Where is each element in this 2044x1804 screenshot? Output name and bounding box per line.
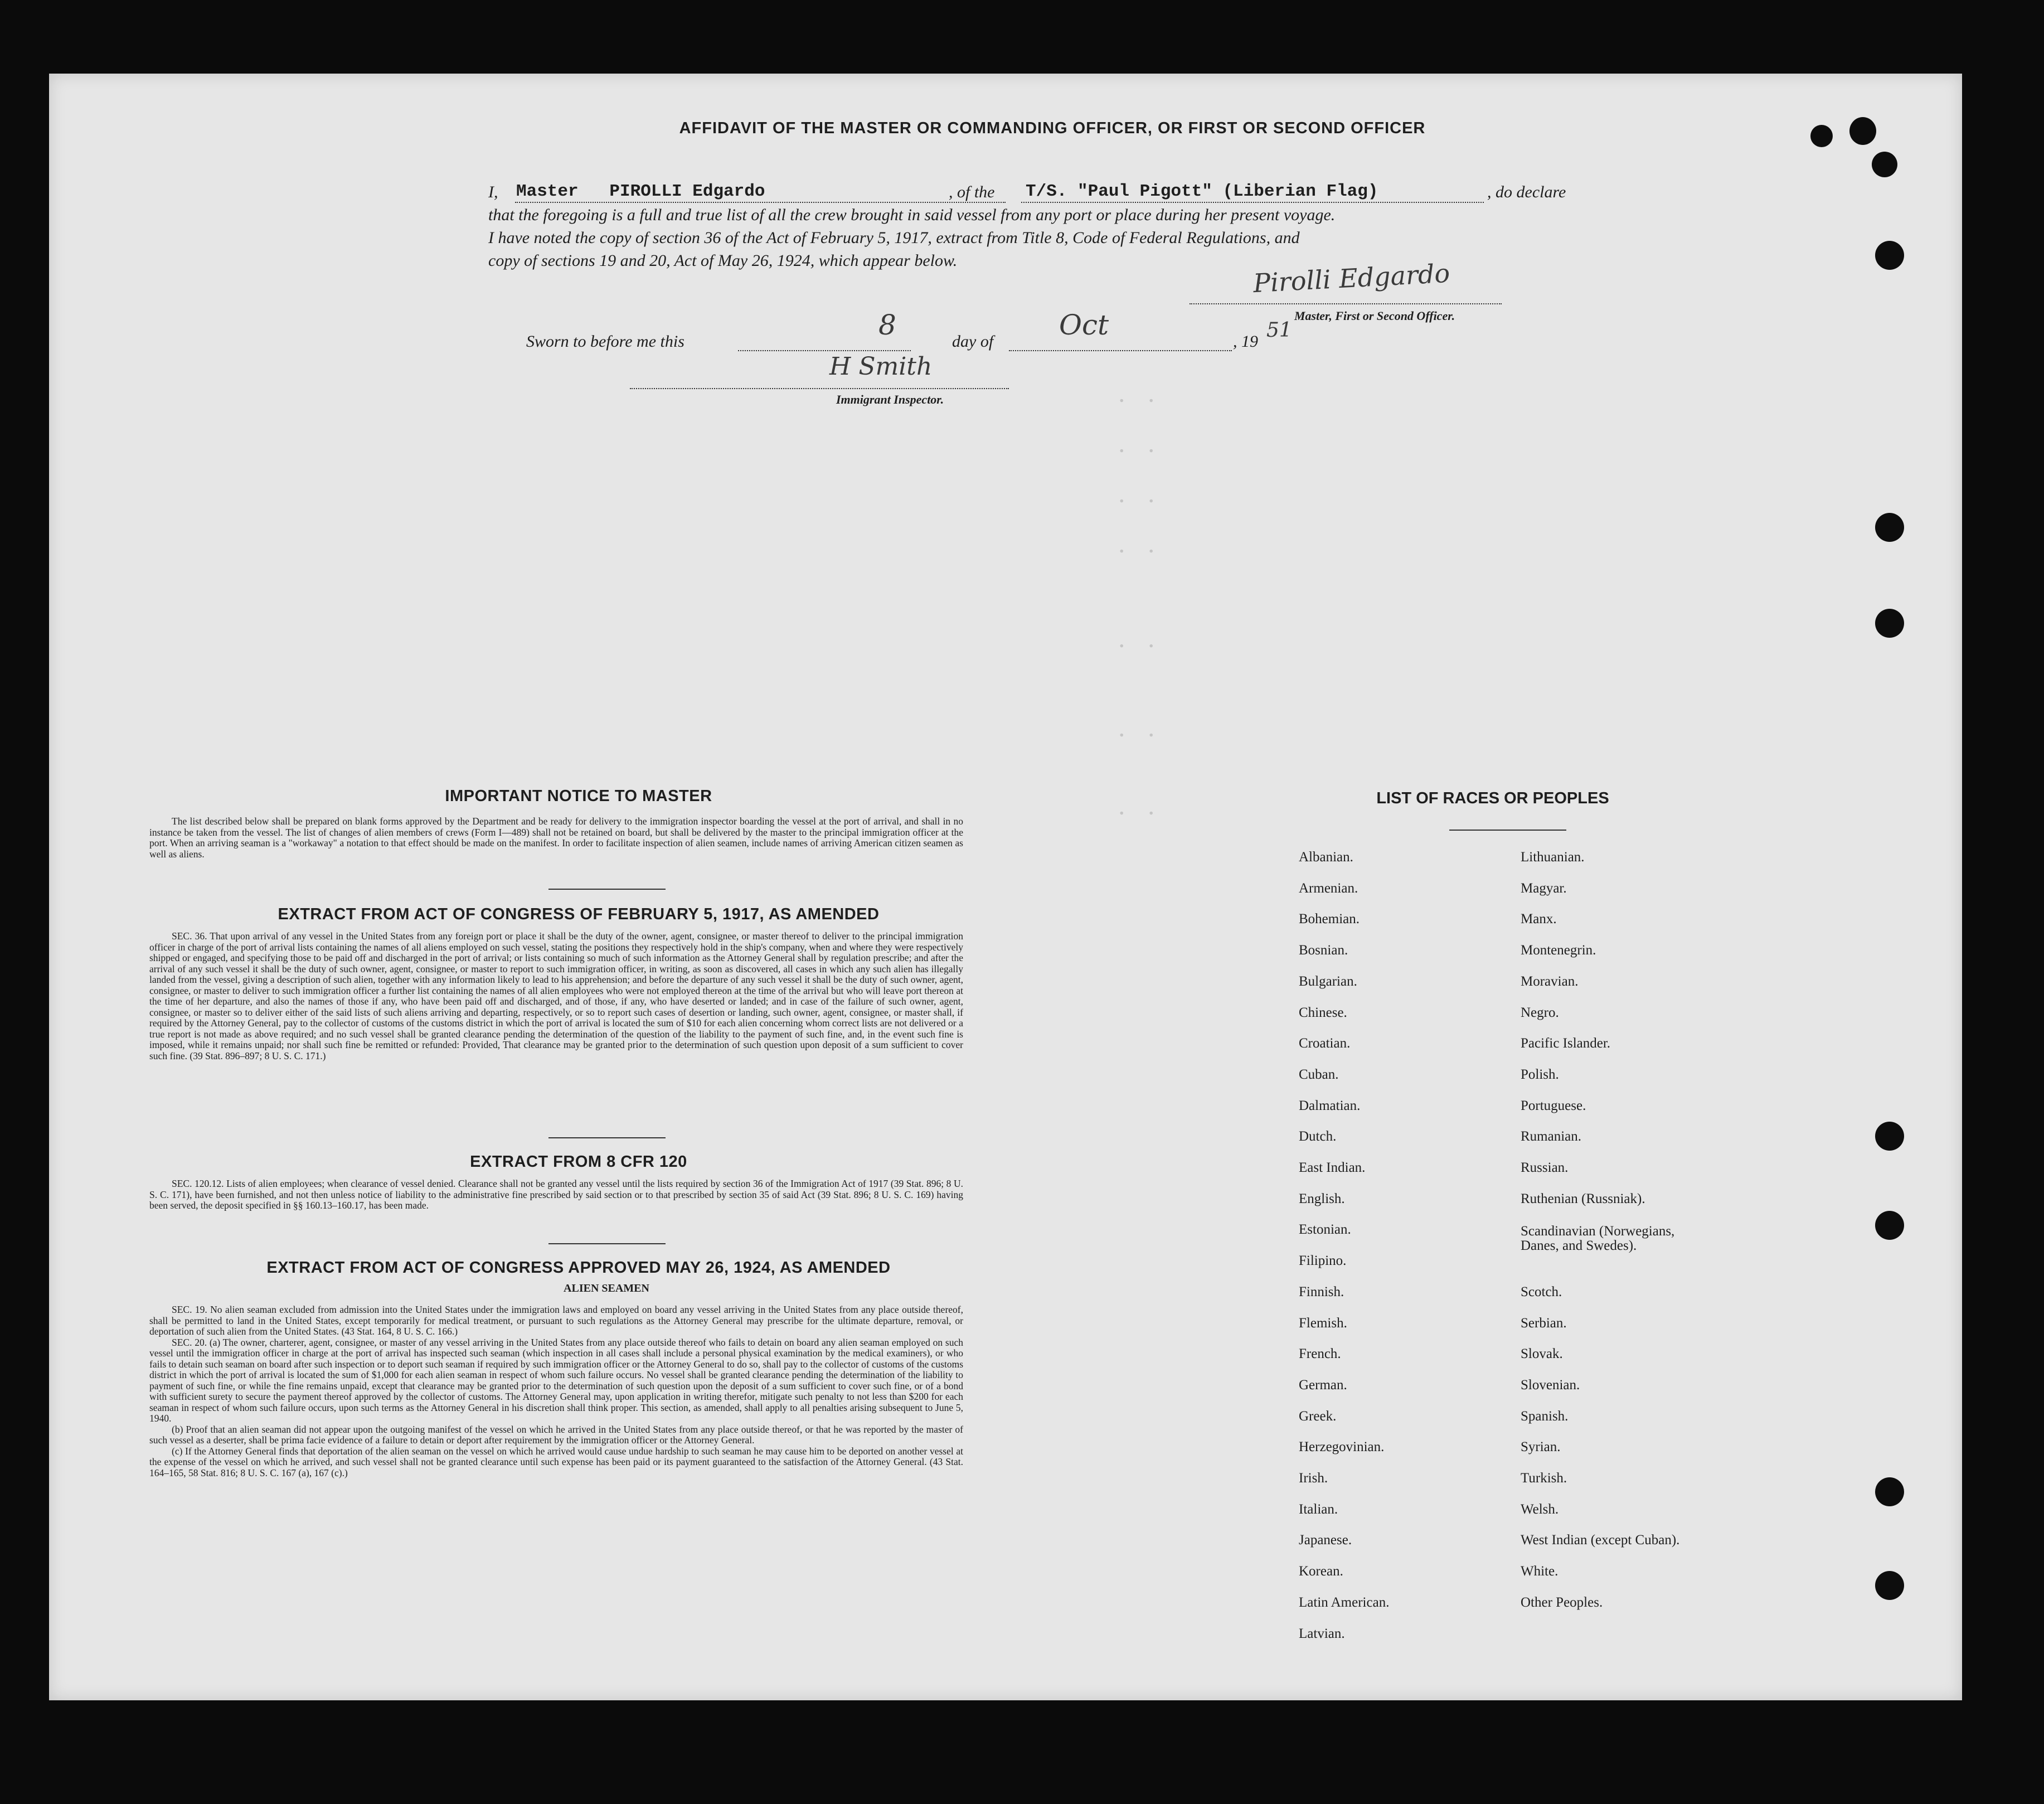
- race-item: Polish.: [1521, 1066, 1559, 1082]
- day-line: [738, 350, 911, 351]
- race-item: English.: [1299, 1191, 1345, 1206]
- race-item: Pacific Islander.: [1521, 1036, 1611, 1051]
- of-the-label: , of the: [949, 183, 995, 201]
- extract-1917-text: SEC. 36. That upon arrival of any vessel in the United States from any foreign port or place it shall be the duty of the owner, agent, consignee, or master thereof to deliver to the principal immigration officer in charge of the port of arrival lists containing the names of all aliens employed on such vessel, stating the positions they respectively hold in the ship's company, when and where they were respectively shipped or engaged, and specifying those to be paid off and discharged in the port of arrival; or lists containing so much of such information as the Attorney General shall by regulation prescribe; and after the arrival of any such vessel it shall be the duty of such owner, agent, consignee, or master to report to such immigration officer, in writing, as soon as discovered, all cases in which any such alien has illegally landed from the vessel, giving a description of such alien, together with any information likely to lead to his apprehension; and before the departure of any such vessel it shall be the duty of such owner, agent, consignee, or master to deliver to such immigration officer a further list containing the names of all alien employees who were not employed thereon at the time of the arrival but who will leave port thereon at the time of her departure, and also the names of those if any, who have been paid off and discharged, and of those, if any, who have deserted or landed; and in case of the failure of such owner, agent, consignee, or master so to deliver either of the said lists of such aliens arriving and departing, respectively, or so to report such cases of desertion or landing, such owner, agent, consignee, or master shall, if required by the Attorney General, pay to the collector of customs of the customs district in which the port of arrival is located the sum of $10 for each alien concerning whom correct lists are not delivered or a true report is not made as above required; and no such vessel shall be granted clearance pending the determination of the question of the liability to the payment of such fine, and, in the event such fine is imposed, while it remains unpaid; nor shall such fine be remitted or refunded: Provided, That clearance may be granted prior to the determination of such question upon deposit of a sum sufficient to cover such fine. (39 Stat. 896–897; 8 U. S. C. 171.): [149, 930, 963, 1061]
- race-item: Scandinavian (Norwegians, Danes, and Swedes).: [1521, 1224, 1675, 1254]
- race-item: Negro.: [1521, 1005, 1559, 1020]
- race-item: Estonian.: [1299, 1222, 1351, 1238]
- race-item: Italian.: [1299, 1501, 1338, 1517]
- bleed-through-mark: . .: [1119, 486, 1164, 507]
- hole-icon: [1875, 513, 1904, 542]
- hole-icon: [1875, 609, 1904, 638]
- sec-20b-paragraph: (b) Proof that an alien seaman did not appear upon the outgoing manifest of the vessel on which he arrived in the United States from any place outside thereof, or that he was reported by the master of such vessel as a deserter, shall be prima facie evidence of a failure to detain or deport after requirement by the immigration officer or the Attorney General.: [149, 1423, 963, 1446]
- race-item: Greek.: [1299, 1408, 1337, 1424]
- divider: [548, 1137, 666, 1138]
- hole-icon: [1872, 152, 1897, 177]
- race-item: Magyar.: [1521, 880, 1567, 896]
- race-item: Montenegrin.: [1521, 943, 1596, 958]
- inspector-signature: H Smith: [829, 352, 933, 381]
- hole-icon: [1875, 1477, 1904, 1506]
- race-item: Irish.: [1299, 1471, 1328, 1486]
- race-item: Chinese.: [1299, 1005, 1347, 1020]
- divider: [548, 889, 666, 890]
- divider: [1449, 830, 1566, 831]
- sworn-label: Sworn to before me this: [526, 332, 684, 351]
- races-heading: LIST OF RACES OR PEOPLES: [1376, 789, 1609, 807]
- race-item: Armenian.: [1299, 880, 1358, 896]
- race-item: Rumanian.: [1521, 1129, 1582, 1145]
- race-item: Lithuanian.: [1521, 850, 1585, 865]
- race-item: German.: [1299, 1377, 1347, 1393]
- notice-text: The list described below shall be prepared on blank forms approved by the Department and be ready for delivery to the immigration inspector boarding the vessel at the port of arrival, and shall in no instance be taken from the vessel. The list of changes of alien members of crews (Form I—489) shall not be retained on board, but shall be delivered by the master to the principal immigration officer at the port. When an arriving seaman is a "workaway" a notation to that effect should be made on the manifest. In order to facilitate inspection of alien seamen, include names of arriving American citizen seamen as well as aliens.: [149, 816, 963, 860]
- bleed-through-mark: . .: [1119, 536, 1164, 557]
- hole-icon: [1875, 1571, 1904, 1600]
- extract-1924-text: [149, 1304, 963, 1478]
- hole-icon: [1810, 125, 1833, 147]
- race-item: East Indian.: [1299, 1160, 1366, 1175]
- race-item: Finnish.: [1299, 1284, 1344, 1299]
- race-item: Korean.: [1299, 1564, 1343, 1579]
- year-value: 51: [1266, 319, 1292, 342]
- race-item: Flemish.: [1299, 1315, 1347, 1331]
- race-item: Scotch.: [1521, 1284, 1562, 1299]
- divider: [548, 1243, 666, 1244]
- declaration-line-2: that the foregoing is a full and true list of all the crew brought in said vessel from any port or place during her present voyage.: [488, 206, 1336, 224]
- race-item: White.: [1521, 1564, 1559, 1579]
- sec-20a-paragraph: SEC. 20. (a) The owner, charterer, agent, consignee, or master of any vessel arriving in the United States from any place outside thereof who fails to detain on board any alien seaman employed on such vessel until the immigration officer in charge at the port of arrival has inspected such seaman (which inspection in all cases shall include a personal physical examination by the medical examiners), or who fails to detain such seaman on board after such inspection or to deport such seaman if required by such immigration officer or the Attorney General to do so, shall pay to the collector of customs of the customs district in which the port of arrival is located the sum of $1,000 for each alien seaman in respect of whom such failure occurs. No vessel shall be granted clearance pending the determination of the liability to payment of such fine, or while the fine remains unpaid, except that clearance may be granted prior to the determination of such question upon the deposit of a sum sufficient to cover such fine, or of a bond with sufficient surety to secure the payment thereof approved by the collector of customs. The Attorney General may, upon application in writing therefor, mitigate such penalty to not less than $200 for each seaman in respect of whom such failure occurs, upon such terms as the Attorney General in his discretion shall think proper. This section, as amended, shall apply to all penalties arising subsequent to June 5, 1940.: [149, 1336, 963, 1424]
- race-item: Filipino.: [1299, 1253, 1347, 1269]
- race-item: Syrian.: [1521, 1439, 1561, 1455]
- month-value: Oct: [1059, 309, 1109, 341]
- declaration-line-3: I have noted the copy of section 36 of the Act of February 5, 1917, extract from Title 8, Code of Federal Regulations, and: [488, 229, 1300, 247]
- race-item: Other Peoples.: [1521, 1594, 1603, 1610]
- name-line: [515, 202, 1006, 203]
- inspector-signature-line: [630, 388, 1009, 389]
- race-item: Welsh.: [1521, 1501, 1559, 1517]
- race-item: Spanish.: [1521, 1408, 1569, 1424]
- day-of-label: day of: [952, 332, 994, 351]
- race-item: Turkish.: [1521, 1471, 1567, 1486]
- extract-1924-heading: EXTRACT FROM ACT OF CONGRESS APPROVED MAY 26, 1924, AS AMENDED: [266, 1259, 891, 1277]
- bleed-through-mark: . .: [1119, 631, 1164, 652]
- race-item: Albanian.: [1299, 850, 1353, 865]
- alien-seamen-subheading: ALIEN SEAMEN: [564, 1282, 649, 1294]
- bleed-through-mark: . .: [1119, 798, 1164, 819]
- sec-20c-paragraph: (c) If the Attorney General finds that deportation of the alien seaman on the vessel on which he arrived would cause undue hardship to such seaman he may cause him to be deported on another vessel at the expense of the vessel on which he arrived, and such vessel shall not be granted clearance until such expense has been paid or its payment guaranteed to the satisfaction of the Attorney General. (43 Stat. 164–165, 58 Stat. 816; 8 U. S. C. 167 (a), 167 (c).): [149, 1445, 963, 1478]
- declaration-line-4: copy of sections 19 and 20, Act of May 26, 1924, which appear below.: [488, 251, 958, 270]
- race-item: Latin American.: [1299, 1594, 1390, 1610]
- day-value: 8: [878, 309, 896, 341]
- race-item: Bosnian.: [1299, 943, 1348, 958]
- month-line: [1009, 350, 1232, 351]
- declaration-pronoun: I,: [488, 183, 498, 201]
- race-item: Slovenian.: [1521, 1377, 1580, 1393]
- affidavit-page: [49, 74, 1962, 1700]
- race-item: Latvian.: [1299, 1626, 1345, 1641]
- hole-icon: [1875, 241, 1904, 270]
- race-item: Serbian.: [1521, 1315, 1567, 1331]
- race-item: Dalmatian.: [1299, 1098, 1361, 1113]
- race-item: Ruthenian (Russniak).: [1521, 1191, 1645, 1206]
- notice-heading: IMPORTANT NOTICE TO MASTER: [445, 787, 712, 805]
- race-item: Portuguese.: [1521, 1098, 1586, 1113]
- page-title: AFFIDAVIT OF THE MASTER OR COMMANDING OFFICER, OR FIRST OR SECOND OFFICER: [679, 119, 1426, 137]
- master-name: Master PIROLLI Edgardo: [516, 182, 765, 201]
- extract-cfr-heading: EXTRACT FROM 8 CFR 120: [470, 1153, 687, 1171]
- race-item: Bulgarian.: [1299, 973, 1357, 989]
- race-item: West Indian (except Cuban).: [1521, 1533, 1680, 1548]
- hole-icon: [1875, 1122, 1904, 1151]
- race-item: Dutch.: [1299, 1129, 1337, 1145]
- race-item: Bohemian.: [1299, 911, 1360, 927]
- race-item: Slovak.: [1521, 1346, 1563, 1362]
- race-item: Russian.: [1521, 1160, 1569, 1175]
- race-item: Moravian.: [1521, 973, 1579, 989]
- officer-signature: Pirolli Edgardo: [1252, 258, 1451, 299]
- race-item: Manx.: [1521, 911, 1557, 927]
- vessel-line: [1021, 202, 1484, 203]
- year-prefix: , 19: [1233, 332, 1258, 351]
- vessel-name: T/S. "Paul Pigott" (Liberian Flag): [1026, 182, 1378, 201]
- race-item: French.: [1299, 1346, 1341, 1362]
- officer-caption: Master, First or Second Officer.: [1294, 309, 1455, 323]
- race-item: Japanese.: [1299, 1533, 1352, 1548]
- do-declare-label: , do declare: [1487, 183, 1566, 201]
- race-item: Croatian.: [1299, 1036, 1351, 1051]
- race-item: Cuban.: [1299, 1066, 1339, 1082]
- officer-signature-line: [1189, 303, 1502, 304]
- bleed-through-mark: . .: [1119, 720, 1164, 741]
- sec-19-paragraph: SEC. 19. No alien seaman excluded from admission into the United States under the immigration laws and employed on board any vessel arriving in the United States from any place outside thereof, shall be permitted to land in the United States, except temporarily for medical treatment, or pursuant to such regulations as the Attorney General may prescribe for the ultimate departure, removal, or deportation of such alien from the United States. (43 Stat. 164, 8 U. S. C. 166.): [149, 1304, 963, 1337]
- bleed-through-mark: . .: [1119, 436, 1164, 457]
- race-item: Herzegovinian.: [1299, 1439, 1385, 1455]
- extract-cfr-text: SEC. 120.12. Lists of alien employees; when clearance of vessel denied. Clearance shall not be granted any vessel until the lists required by section 36 of the Immigration Act of 1917 (39 Stat. 896; 8 U. S. C. 171), have been furnished, and not then unless notice of liability to the administrative fine prescribed by said section or to that prescribed by section 35 of said Act (39 Stat. 896; 8 U. S. C. 169) having been served, the deposit specified in §§ 160.13–160.17, has been made.: [149, 1178, 963, 1211]
- bleed-through-mark: . .: [1119, 386, 1164, 406]
- hole-icon: [1849, 117, 1876, 145]
- hole-icon: [1875, 1211, 1904, 1240]
- inspector-caption: Immigrant Inspector.: [836, 392, 944, 406]
- extract-1917-heading: EXTRACT FROM ACT OF CONGRESS OF FEBRUARY 5, 1917, AS AMENDED: [278, 905, 880, 923]
